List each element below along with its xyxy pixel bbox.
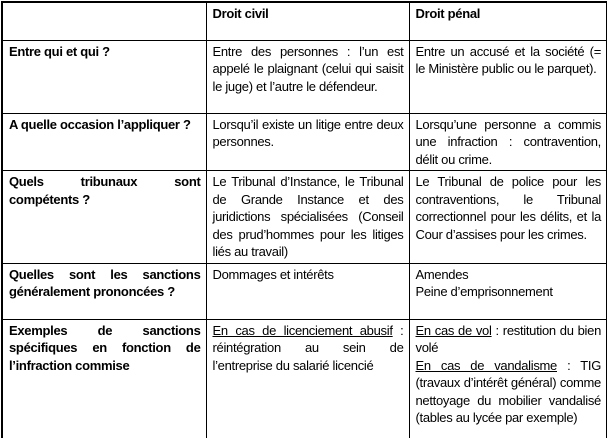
cell-paragraph: Lorsqu’il existe un litige entre deux personnes. bbox=[212, 116, 404, 149]
table-row-occasion bbox=[2, 113, 607, 171]
cell-paragraph: Dommages et intérêts bbox=[212, 266, 334, 282]
underlined-lead-in: En cas de vandalisme bbox=[415, 357, 557, 373]
row-label-sanctions-generales: Quelles sont les sanctions généralement prononcées ? bbox=[2, 263, 206, 319]
header-droit-penal: Droit pénal bbox=[409, 2, 607, 40]
cell-paragraph bbox=[213, 322, 404, 375]
cell-paragraph bbox=[416, 322, 602, 357]
cell-penal-sanctions-specifiques bbox=[409, 319, 607, 438]
cell-penal-sanctions-generales bbox=[409, 263, 607, 319]
cell-civil-occasion bbox=[206, 113, 409, 171]
cell-paragraph: Le Tribunal d’Instance, le Tribunal de Grande Instance et des juridictions spécialisées (Conseil des prud’hommes pour les litiges liés au travail) bbox=[212, 174, 404, 259]
cell-paragraph: Peine d’emprisonnement bbox=[415, 284, 553, 299]
table-row-tribunaux bbox=[2, 171, 607, 264]
row-label-entre-qui: Entre qui et qui ? bbox=[2, 40, 206, 113]
table-row-sanctions-generales bbox=[2, 263, 607, 319]
cell-paragraph: Entre des personnes : l’un est appelé le plaignant (celui qui saisit le juge) et l’autre le défendeur. bbox=[212, 43, 404, 94]
cell-civil-tribunaux bbox=[206, 171, 409, 264]
row-label-occasion: A quelle occasion l’appliquer ? bbox=[2, 113, 206, 171]
cell-penal-tribunaux bbox=[409, 171, 607, 264]
paragraph-rest: : restitution du bien volé bbox=[415, 322, 601, 355]
table-row-entre-qui bbox=[2, 40, 607, 113]
cell-civil-entre-qui bbox=[206, 40, 409, 113]
underlined-lead-in: En cas de vol bbox=[415, 322, 492, 338]
header-droit-civil: Droit civil bbox=[206, 2, 409, 40]
law-comparison-table bbox=[1, 1, 607, 438]
row-label-sanctions-specifiques: Exemples de sanctions spécifiques en fonction de l’infraction commise bbox=[2, 319, 206, 438]
cell-paragraph: Le Tribunal de police pour les contraventions, le Tribunal correctionnel pour les délits, et la Cour d’assises pour les crimes. bbox=[415, 174, 601, 242]
cell-civil-sanctions-specifiques bbox=[206, 319, 409, 438]
cell-penal-occasion bbox=[409, 113, 607, 171]
underlined-lead-in: En cas de licenciement abusif bbox=[212, 322, 393, 338]
paragraph-rest: : TIG (travaux d’intérêt général) comme nettoyage du mobilier vandalisé (tables au lycée par exemple) bbox=[415, 357, 602, 425]
table-row-sanctions-specifiques bbox=[2, 319, 607, 438]
cell-penal-entre-qui bbox=[409, 40, 607, 113]
table-header-row bbox=[2, 2, 607, 40]
cell-paragraph: Entre un accusé et la société (= le Ministère public ou le parquet). bbox=[415, 43, 601, 76]
row-label-tribunaux: Quels tribunaux sont compétents ? bbox=[2, 171, 206, 264]
cell-civil-sanctions-generales bbox=[206, 263, 409, 319]
cell-paragraph: Amendes bbox=[415, 266, 469, 282]
cell-paragraph bbox=[416, 357, 602, 427]
paragraph-rest: : réintégration au sein de l’entreprise du salarié licencié bbox=[212, 322, 404, 373]
header-empty-cell bbox=[2, 2, 206, 40]
cell-paragraph: Lorsqu’une personne a commis une infraction : contravention, délit ou crime. bbox=[415, 116, 601, 167]
